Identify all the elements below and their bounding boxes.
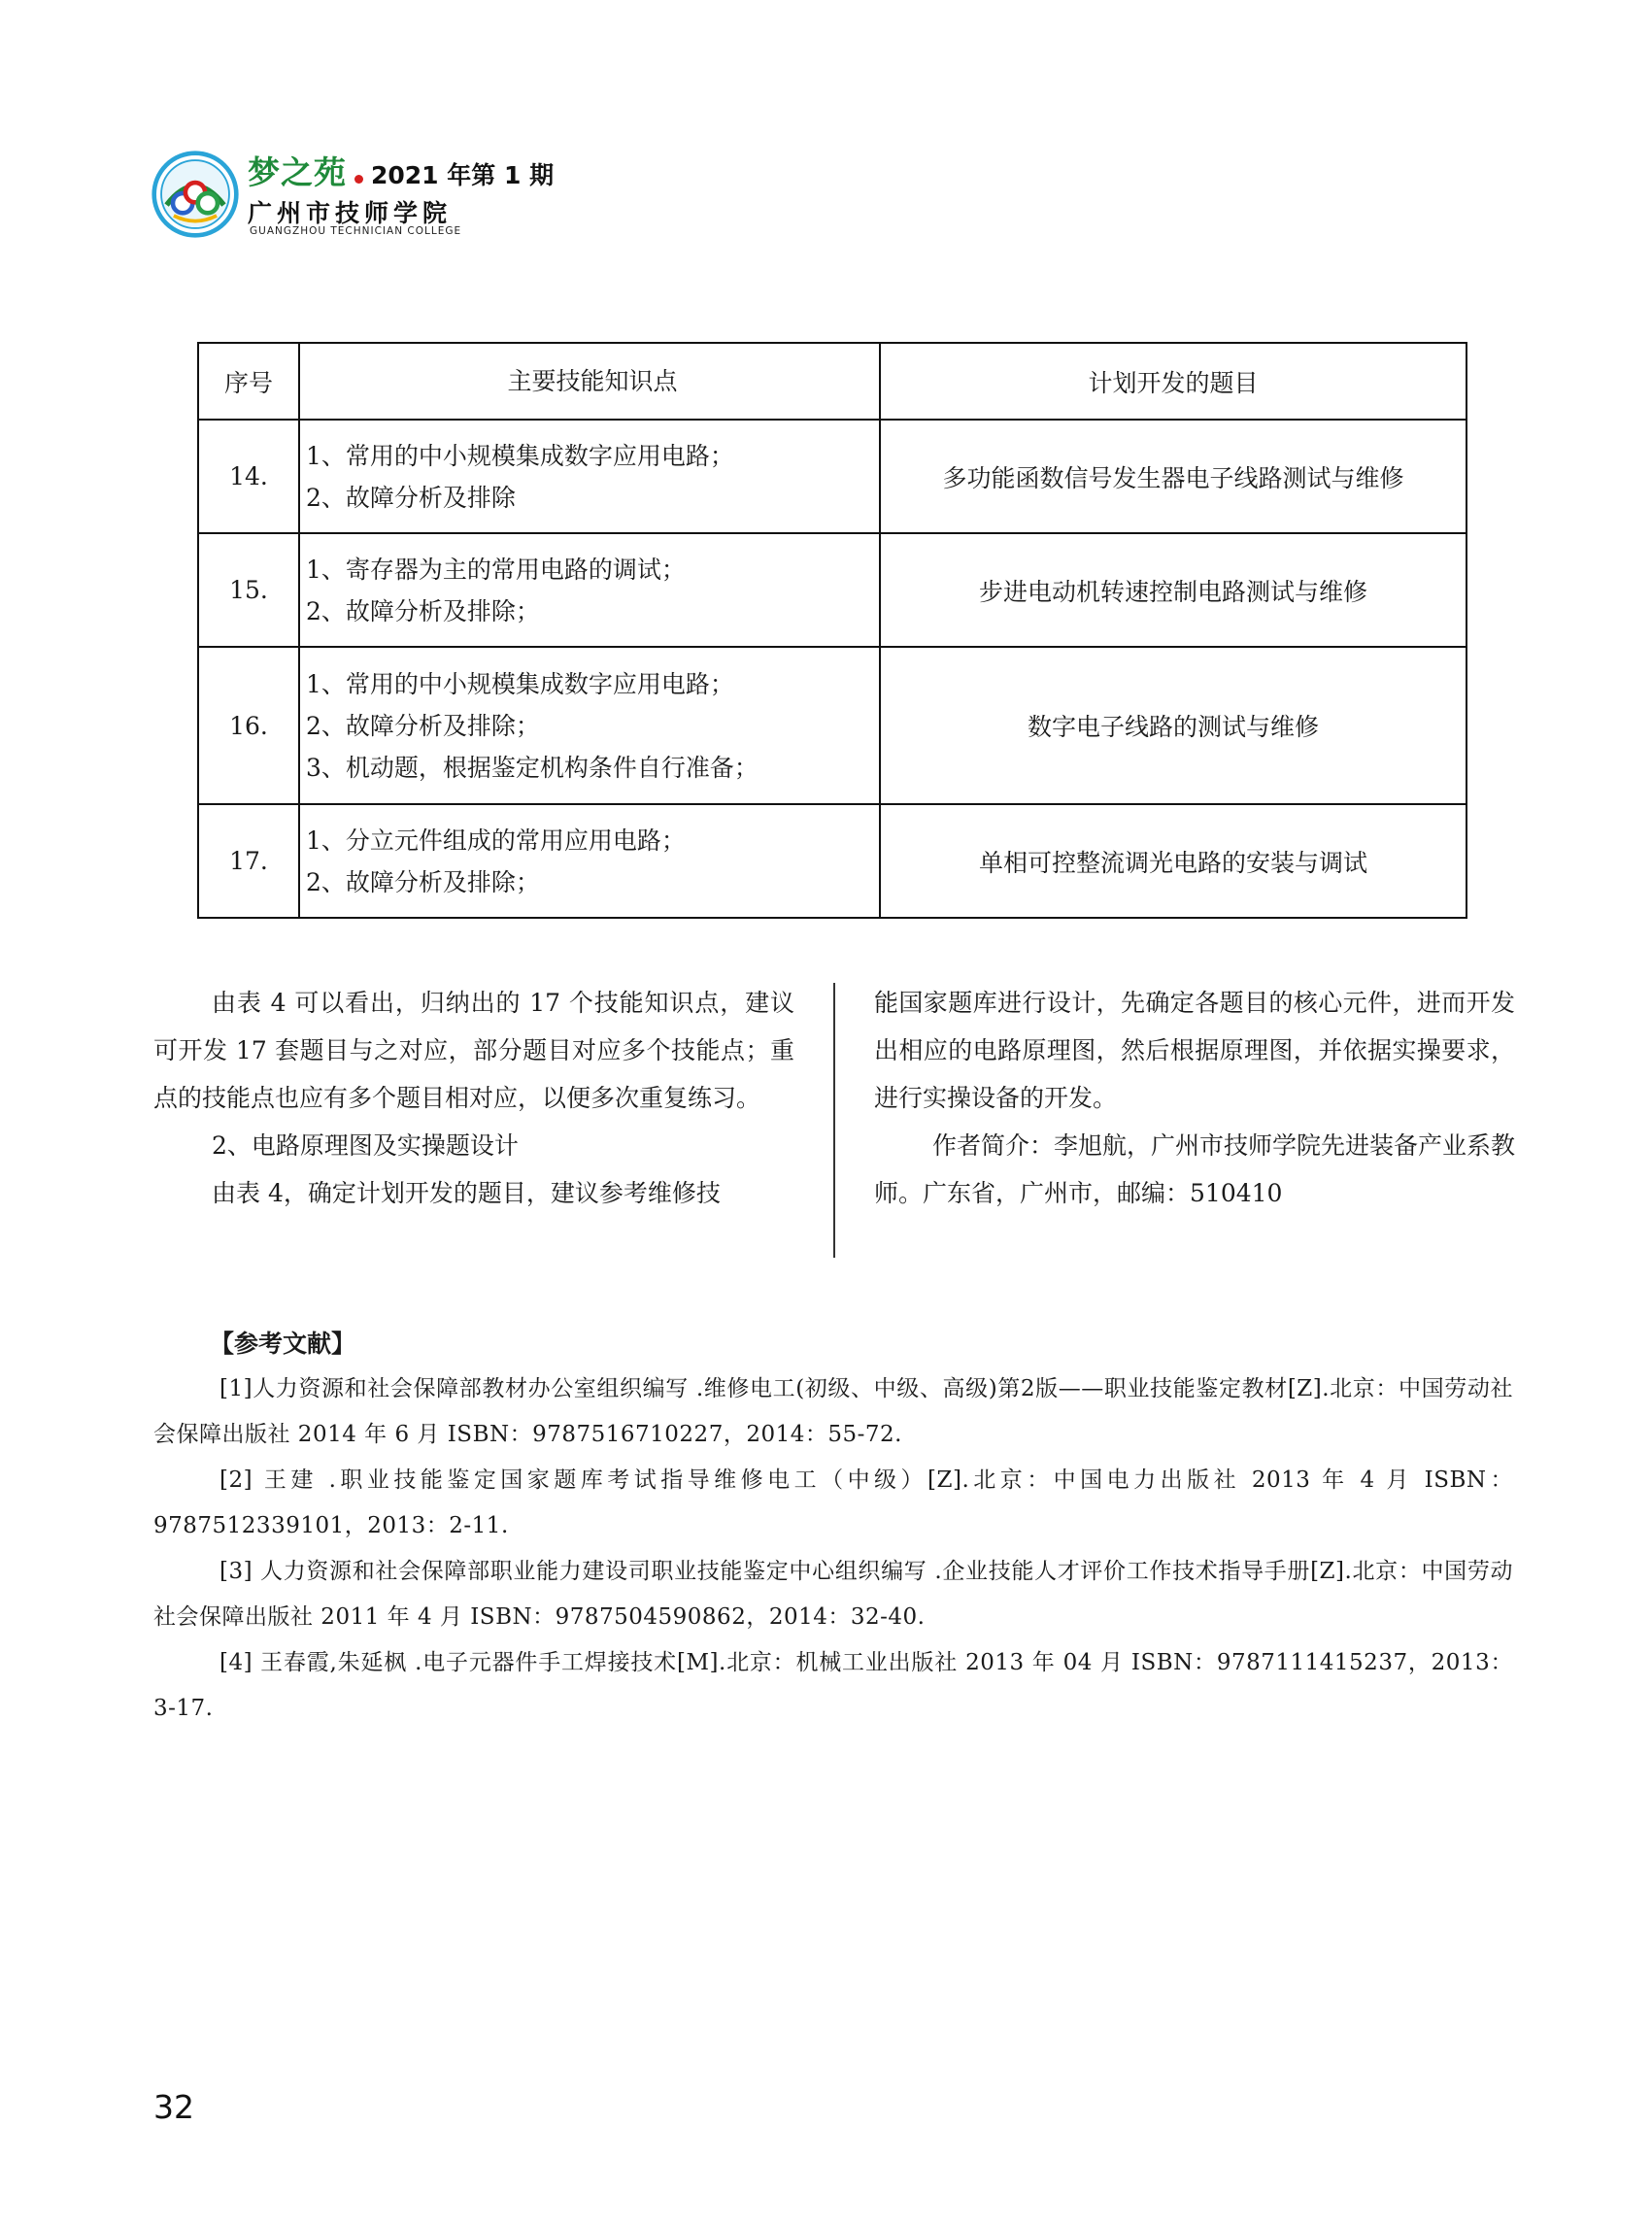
reference-item: [1]人力资源和社会保障部教材办公室组织编写 .维修电工(初级、中级、高级)第2版——职业技能鉴定教材[Z].北京：中国劳动社会保障出版社 2014 年 6 月 ISBN：9787516710227，2014：55-72.	[153, 1376, 1513, 1447]
header-topic: 计划开发的题目	[880, 343, 1467, 420]
skill-line: 1、常用的中小规模集成数字应用电路；	[306, 669, 734, 698]
body-paragraph: 能国家题库进行设计，先确定各题目的核心元件，进而开发出相应的电路原理图，然后根据原理图，并依据实操要求，进行实操设备的开发。	[874, 989, 1515, 1112]
table-row	[198, 420, 1467, 533]
issue-label: 2021 年第 1 期	[371, 161, 555, 189]
reference-item: [2] 王建 .职业技能鉴定国家题库考试指导维修电工（中级）[Z].北京：中国电力出版社 2013 年 4 月 ISBN：9787512339101，2013：2-11.	[153, 1467, 1513, 1538]
college-logo-icon	[151, 150, 240, 239]
red-dot-icon	[354, 175, 363, 184]
skill-line: 2、故障分析及排除	[306, 483, 516, 512]
skill-line: 1、寄存器为主的常用电路的调试；	[306, 555, 686, 584]
skill-line: 2、故障分析及排除；	[306, 867, 540, 896]
row-topic: 步进电动机转速控制电路测试与维修	[880, 533, 1467, 647]
row-number: 15.	[198, 533, 299, 647]
author-bio: 作者简介：李旭航，广州市技师学院先进装备产业系教师。广东省，广州市，邮编：510410	[874, 1131, 1516, 1207]
journal-name: 梦之苑	[248, 153, 347, 191]
header-number: 序号	[198, 343, 299, 420]
row-topic: 单相可控整流调光电路的安装与调试	[880, 804, 1467, 918]
skill-line: 2、故障分析及排除；	[306, 596, 540, 625]
body-paragraph: 由表 4 可以看出，归纳出的 17 个技能知识点，建议可开发 17 套题目与之对应，部分题目对应多个技能点；重点的技能点也应有多个题目相对应，以便多次重复练习。	[153, 989, 794, 1112]
table-row	[198, 533, 1467, 647]
skill-line: 2、故障分析及排除；	[306, 711, 540, 740]
body-column-right	[874, 979, 1515, 1217]
skill-line: 1、常用的中小规模集成数字应用电路；	[306, 441, 734, 470]
journal-title-row	[248, 148, 554, 193]
college-name-cn: 广州市技师学院	[248, 199, 453, 227]
row-number: 16.	[198, 647, 299, 804]
header-skills: 主要技能知识点	[299, 343, 880, 420]
page-number: 32	[153, 2088, 194, 2126]
reference-item: [4] 王春霞,朱延枫 .电子元器件手工焊接技术[M].北京：机械工业出版社 2013 年 04 月 ISBN：9787111415237，2013：3-17.	[153, 1650, 1513, 1721]
college-name-en: GUANGZHOU TECHNICIAN COLLEGE	[250, 225, 462, 237]
page-header	[151, 146, 636, 243]
reference-item: [3] 人力资源和社会保障部职业能力建设司职业技能鉴定中心组织编写 .企业技能人才评价工作技术指导手册[Z].北京：中国劳动社会保障出版社 2011 年 4 月 ISBN：9787504590862，2014：32-40.	[153, 1559, 1513, 1630]
row-topic: 数字电子线路的测试与维修	[880, 647, 1467, 804]
row-number: 14.	[198, 420, 299, 533]
row-skills	[299, 533, 880, 647]
body-column-left	[153, 979, 794, 1217]
skills-table	[197, 342, 1467, 919]
body-paragraph: 由表 4，确定计划开发的题目，建议参考维修技	[212, 1179, 721, 1207]
section-heading: 2、电路原理图及实操题设计	[212, 1131, 519, 1160]
row-number: 17.	[198, 804, 299, 918]
skill-line: 1、分立元件组成的常用应用电路；	[306, 826, 686, 855]
row-skills	[299, 647, 880, 804]
column-divider	[833, 983, 835, 1258]
row-skills	[299, 420, 880, 533]
row-topic: 多功能函数信号发生器电子线路测试与维修	[880, 420, 1467, 533]
skill-line: 3、机动题，根据鉴定机构条件自行准备；	[306, 753, 759, 782]
references-title: 【参考文献】	[210, 1330, 356, 1358]
row-skills	[299, 804, 880, 918]
references-section	[153, 1321, 1513, 1732]
table-row	[198, 647, 1467, 804]
table-row	[198, 804, 1467, 918]
table-header-row	[198, 343, 1467, 420]
